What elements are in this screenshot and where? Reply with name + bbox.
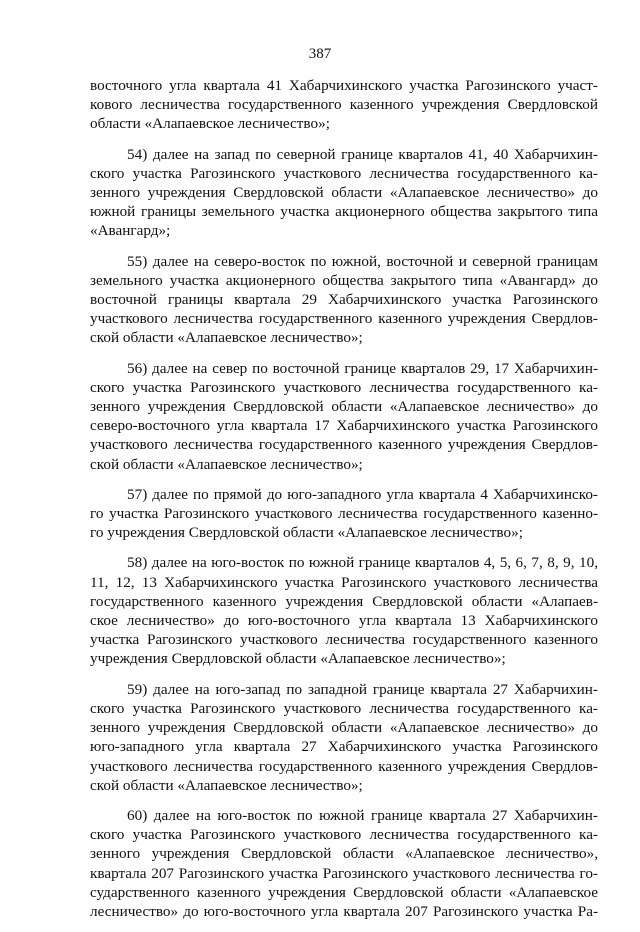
text-line: го учреждения Свердловской области «Алапаевское лесничество»;: [90, 524, 523, 542]
page-number: 387: [308, 46, 332, 62]
text-line: зенного учреждения Свердловской области «Алапаевское лесничество»,: [90, 845, 598, 863]
text-line: участкового лесничества государственного казенного учреждения Свердлов-: [90, 310, 598, 328]
text-line: области «Алапаевское лесничество»;: [90, 115, 330, 133]
text-line: ской области «Алапаевское лесничество»;: [90, 455, 363, 473]
text-line: ского участка Рагозинского участкового лесничества государственного ка-: [90, 378, 598, 396]
text-line: 57) далее по прямой до юго-западного угла квартала 4 Хабарчихинско-: [127, 485, 598, 503]
text-line: учреждения Свердловской области «Алапаевское лесничество»;: [90, 650, 506, 668]
text-line: 11, 12, 13 Хабарчихинского участка Рагозинского участкового лесничества: [90, 573, 598, 591]
text-line: 56) далее на север по восточной границе кварталов 29, 17 Хабарчихин-: [127, 359, 598, 377]
text-line: го участка Рагозинского участкового лесничества государственного казенно-: [90, 505, 598, 523]
text-line: «Авангард»;: [90, 222, 171, 240]
text-line: 59) далее на юго-запад по западной границе квартала 27 Хабарчихин-: [127, 680, 598, 698]
text-line: зенного учреждения Свердловской области «Алапаевское лесничество» до: [90, 184, 598, 202]
text-line: участкового лесничества государственного казенного учреждения Свердлов-: [90, 757, 598, 775]
text-line: восточного угла квартала 41 Хабарчихинского участка Рагозинского участ-: [90, 77, 598, 94]
text-line: кового лесничества государственного казенного учреждения Свердловской: [90, 96, 598, 114]
text-line: 54) далее на запад по северной границе кварталов 41, 40 Хабарчихин-: [127, 145, 598, 163]
paragraph: [90, 76, 598, 134]
text-line: участка Рагозинского участкового лесничества государственного казенного: [90, 631, 598, 649]
text-line: ского участка Рагозинского участкового лесничества государственного ка-: [90, 164, 598, 182]
paragraph-item-59: [90, 680, 598, 795]
paragraph-item-56: [90, 359, 598, 474]
text-line: 58) далее на юго-восток по южной границе кварталов 4, 5, 6, 7, 8, 9, 10,: [127, 554, 598, 572]
text-line: восточной границы квартала 29 Хабарчихинского участка Рагозинского: [90, 291, 598, 309]
text-line: участкового лесничества государственного казенного учреждения Свердлов-: [90, 436, 598, 454]
document-body: [90, 76, 598, 932]
text-line: северо-восточного угла квартала 17 Хабарчихинского участка Рагозинского: [90, 417, 598, 435]
text-line: ской области «Алапаевское лесничество»;: [90, 776, 363, 794]
text-line: ской области «Алапаевское лесничество»;: [90, 329, 363, 347]
paragraph-item-58: [90, 553, 598, 668]
text-line: сударственного казенного учреждения Свердловской области «Алапаевское: [90, 883, 598, 901]
text-line: ского участка Рагозинского участкового лесничества государственного ка-: [90, 699, 598, 717]
text-line: квартала 207 Рагозинского участка Рагозинского участкового лесничества го-: [90, 864, 598, 882]
paragraph-item-54: [90, 145, 598, 241]
text-line: ского участка Рагозинского участкового лесничества государственного ка-: [90, 826, 598, 844]
text-line: земельного участка акционерного общества закрытого типа «Авангард» до: [90, 271, 598, 289]
text-line: зенного учреждения Свердловской области «Алапаевское лесничество» до: [90, 398, 598, 416]
text-line: зенного учреждения Свердловской области «Алапаевское лесничество» до: [90, 719, 598, 737]
paragraph-item-57: [90, 485, 598, 543]
text-line: 60) далее на юго-восток по южной границе квартала 27 Хабарчихин-: [127, 806, 598, 824]
paragraph-item-55: [90, 252, 598, 348]
text-line: 55) далее на северо-восток по южной, восточной и северной границам: [127, 252, 598, 270]
text-line: южной границы земельного участка акционерного общества закрытого типа: [90, 203, 598, 221]
paragraph-item-60: [90, 806, 598, 921]
text-line: государственного казенного учреждения Свердловской области «Алапаев-: [90, 592, 598, 610]
text-line: юго-западного угла квартала 27 Хабарчихинского участка Рагозинского: [90, 738, 598, 756]
text-line: ское лесничество» до юго-восточного угла квартала 13 Хабарчихинского: [90, 612, 598, 630]
text-line: лесничество» до юго-восточного угла квартала 207 Рагозинского участка Ра-: [90, 902, 598, 920]
